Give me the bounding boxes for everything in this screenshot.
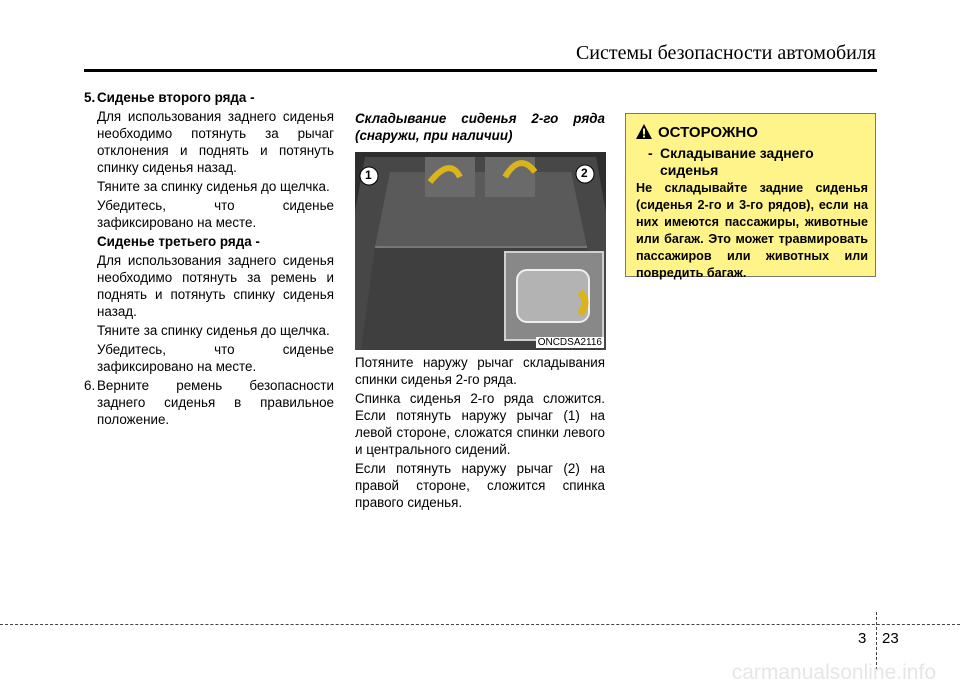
third-row-paragraph-2: Тяните за спинку сиденья до щелчка. (97, 323, 330, 338)
cargo-illustration (355, 152, 606, 350)
fold-paragraph-3: Если потянуть наружу рычаг (2) на правой стороне, сложится спинка правого сиденья. (355, 461, 605, 510)
caution-subtitle: Складывание заднего сиденья (660, 145, 814, 178)
fold-paragraph-1: Потяните наружу рычаг складывания спинки сиденья 2-го ряда. (355, 355, 605, 387)
page-header-title: Системы безопасности автомобиля (575, 42, 876, 64)
third-row-title: Сиденье третьего ряда - (97, 234, 260, 249)
item-5-paragraph-3: Убедитесь, что сиденье зафиксировано на месте. (97, 198, 334, 230)
caution-heading (636, 124, 758, 143)
chapter-number: 3 (858, 630, 867, 647)
photo-caption: ONCDSA2116 (537, 337, 602, 348)
caution-subtitle-block (648, 145, 868, 179)
section-heading: Складывание сиденья 2-го ряда (снаружи, при наличии) (355, 111, 605, 143)
callout-1: 1 (365, 168, 372, 182)
caution-dash: - (648, 145, 653, 161)
caution-title: ОСТОРОЖНО (658, 124, 758, 141)
item-5-number: 5. (84, 90, 96, 105)
item-6 (84, 377, 334, 428)
column-left (84, 89, 334, 430)
fold-paragraph-2: Спинка сиденья 2-го ряда сложится. Если потянуть наружу рычаг (1) на левой стороне, сложатся спинки левого и центрального сидений. (355, 391, 605, 457)
column-middle-body (355, 354, 605, 513)
third-row-paragraph-1: Для использования заднего сиденья необходимо потянуть за ремень и поднять и потянуть спинку сиденья назад. (97, 253, 334, 319)
item-5-heading (84, 89, 334, 106)
item-5-paragraph-2: Тяните за спинку сиденья до щелчка. (97, 179, 330, 194)
caution-body: Не складывайте задние сиденья (сиденья 2-го и 3-го рядов), если на них имеются пассажиры, животные или багаж. Это может травмировать пассажиров или животных или повредить багаж. (636, 181, 868, 280)
cargo-area-photo (355, 152, 606, 350)
warning-triangle-icon (636, 124, 652, 143)
header-rule (84, 69, 877, 72)
caution-box (625, 113, 876, 280)
item-6-number: 6. (84, 378, 96, 393)
watermark: carmanualsonline.info (731, 661, 936, 684)
column-middle-heading-block (355, 110, 605, 152)
item-6-text: Верните ремень безопасности заднего сиденья в правильное положение. (97, 378, 334, 427)
third-row-paragraph-3: Убедитесь, что сиденье зафиксировано на месте. (97, 342, 334, 374)
item-5-title: Сиденье второго ряда - (97, 90, 255, 105)
callout-2: 2 (581, 166, 588, 180)
page-number: 23 (882, 630, 899, 647)
footer-rule (0, 624, 960, 625)
item-5-paragraph-1: Для использования заднего сиденья необходимо потянуть за рычаг отклонения и поднять и потянуть спинку сиденья назад. (97, 109, 334, 175)
